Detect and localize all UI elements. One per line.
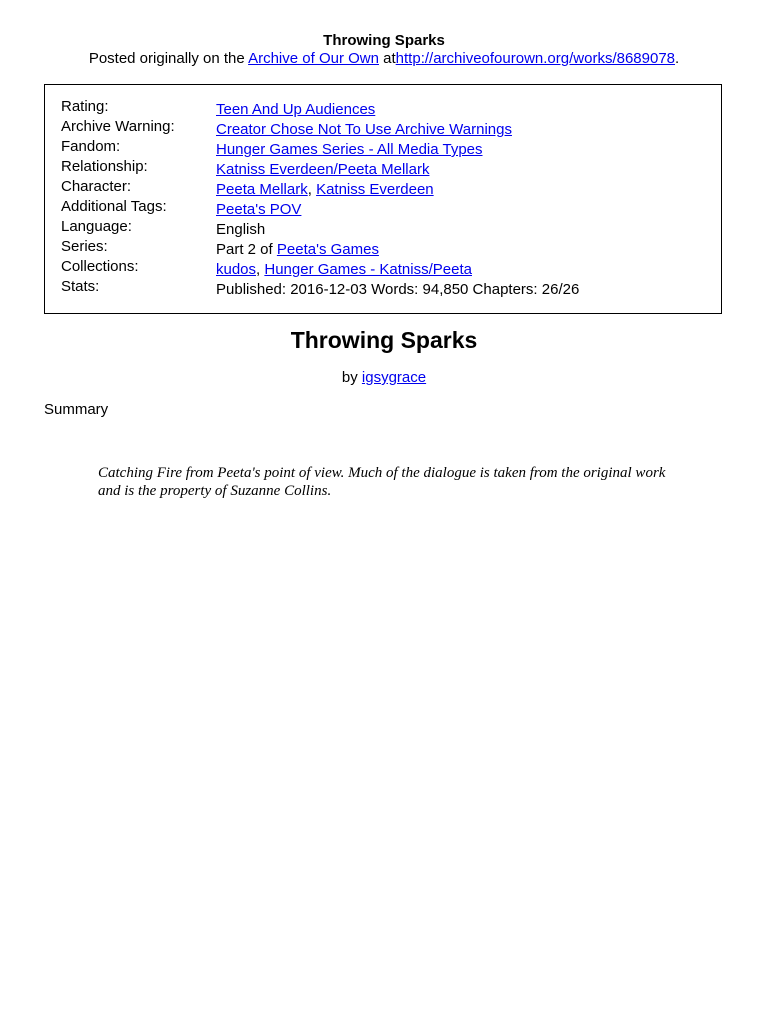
character-value [216, 181, 434, 199]
collections-label: Collections: [61, 258, 139, 275]
meta-row-tags [45, 198, 721, 221]
character-link-peeta[interactable]: Peeta Mellark [216, 181, 308, 198]
meta-row-language [45, 218, 721, 241]
relationship-link[interactable]: Katniss Everdeen/Peeta Mellark [216, 161, 430, 178]
series-prefix: Part 2 of [216, 241, 273, 258]
author-link[interactable]: igsygrace [361, 369, 427, 386]
collection-separator: , [256, 261, 261, 278]
series-label: Series: [61, 238, 108, 255]
posted-at: at [383, 50, 396, 67]
meta-row-collections [45, 258, 721, 281]
character-link-katniss[interactable]: Katniss Everdeen [316, 181, 434, 198]
work-url-link[interactable]: http://archiveofourown.org/works/8689078 [395, 50, 676, 67]
relationship-value [216, 161, 429, 179]
summary-heading: Summary [44, 401, 109, 418]
relationship-label: Relationship: [61, 158, 148, 175]
rating-link[interactable]: Teen And Up Audiences [216, 101, 376, 118]
posted-period: . [675, 50, 680, 67]
series-link[interactable]: Peeta's Games [276, 241, 379, 258]
rating-value [216, 101, 375, 119]
archive-link[interactable]: Archive of Our Own [248, 50, 379, 67]
fandom-label: Fandom: [61, 138, 121, 155]
posted-line [0, 50, 768, 68]
byline-prefix: by [341, 369, 358, 386]
meta-row-warning [45, 118, 721, 141]
summary-text: Catching Fire from Peeta's point of view. Much of the dialogue is taken from the original work and is the property of Suzanne Collins. [98, 465, 666, 499]
metadata-box [44, 84, 722, 314]
meta-row-relationship [45, 158, 721, 181]
stats-value: Published: 2016-12-03 Words: 94,850 Chapters: 26/26 [216, 281, 580, 298]
warning-link[interactable]: Creator Chose Not To Use Archive Warnings [216, 121, 512, 138]
language-value: English [216, 221, 266, 238]
warning-value [216, 121, 512, 139]
character-separator: , [307, 181, 312, 198]
rating-label: Rating: [61, 98, 109, 115]
posted-prefix: Posted originally on the [88, 50, 245, 67]
collection-link-kudos[interactable]: kudos [216, 261, 257, 278]
fandom-link[interactable]: Hunger Games Series - All Media Types [216, 141, 483, 158]
document-header-title: Throwing Sparks [323, 32, 445, 49]
tag-link[interactable]: Peeta's POV [216, 201, 302, 218]
fandom-value [216, 141, 483, 159]
tags-value [216, 201, 301, 219]
stats-label: Stats: [61, 278, 100, 295]
meta-row-series [45, 238, 721, 261]
tags-label: Additional Tags: [61, 198, 167, 215]
collection-link-hunger-games[interactable]: Hunger Games - Katniss/Peeta [264, 261, 472, 278]
meta-row-stats [45, 278, 721, 301]
warning-label: Archive Warning: [61, 118, 175, 135]
byline [0, 369, 768, 387]
language-label: Language: [61, 218, 132, 235]
collections-value [216, 261, 472, 279]
series-value [216, 241, 379, 259]
character-label: Character: [61, 178, 132, 195]
work-title: Throwing Sparks [290, 327, 478, 353]
